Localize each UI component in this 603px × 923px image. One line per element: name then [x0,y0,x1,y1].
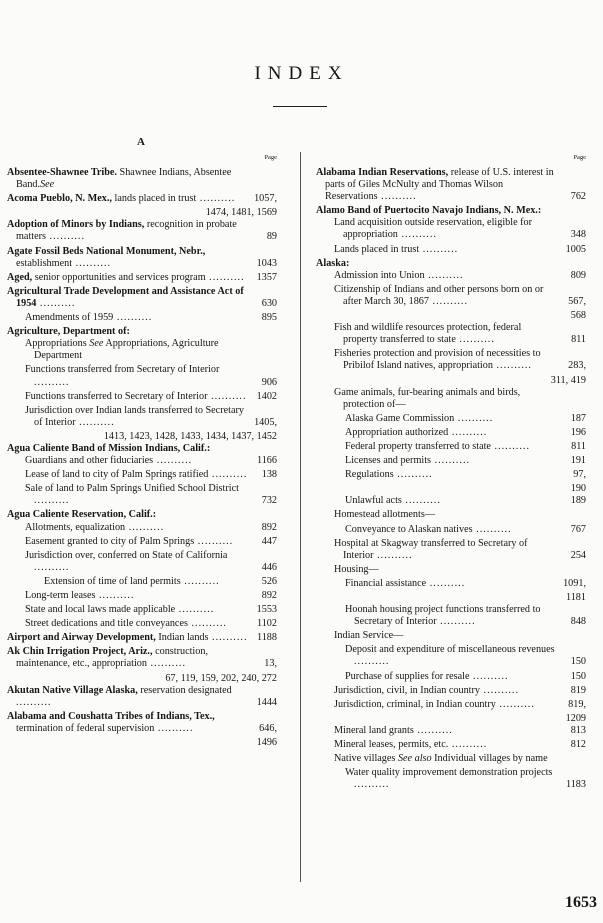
index-entry [316,441,586,453]
entries-left [7,167,277,749]
index-entry [316,387,586,411]
entry-text: Mineral land grants [334,724,414,736]
entry-page-ref: 1357 [256,271,277,283]
see-reference: See also [395,753,432,765]
leader-dots: .......... [472,523,512,535]
index-entry [316,644,586,668]
entry-page-ref: 809 [570,269,586,281]
entry-text: Sale of land to Palm Springs Unified School District [25,483,239,495]
entry-page-ref: 813 [570,724,586,736]
entry-page-continuation: 311, 419 [550,374,586,386]
leader-dots: .......... [208,632,248,644]
leader-dots: .......... [125,521,165,533]
entry-text: termination of federal supervision [16,722,155,734]
leader-dots: .......... [72,257,112,269]
leader-dots: .......... [194,535,234,547]
entry-text: Amendments of 1959 [25,312,114,324]
entry-text: Alaska Game Commission [345,412,455,424]
index-entry [7,391,277,403]
entry-heading: Adoption of Minors by Indians, [7,219,145,231]
index-entry [316,564,586,576]
entry-text: Indian Service— [334,630,404,642]
entry-heading: Absentee-Shawnee Tribe. [7,167,117,178]
index-entry [7,483,277,507]
index-entry [7,405,277,429]
entry-text: construction, maintenance, etc., appropriation [16,646,208,670]
entry-text: reservation designated [137,684,232,696]
entry-heading: Alabama and Coushatta Tribes of Indians, Tex., [7,710,215,722]
index-entry [7,443,277,455]
entry-text: Mineral leases, permits, etc. [334,739,449,751]
entry-text: Hospital at Skagway transferred to Secretary of Interior [334,537,528,561]
index-entry [7,338,277,362]
entry-heading: Agua Caliente Reservation, Calif.: [7,509,157,521]
entry-text: Licenses and permits [345,455,432,467]
index-entry [7,576,277,588]
leader-dots: .......... [354,779,390,791]
index-entry [7,618,277,630]
leader-dots: .......... [448,426,488,438]
entry-text: Native villages [334,753,396,765]
entry-text: Financial assistance [345,577,427,589]
entry-page-ref: 283, [568,360,586,372]
entry-page-ref: 191 [570,455,586,467]
entry-text: Guardians and other fiduciaries [25,455,154,467]
index-entry [7,167,277,191]
entry-text: Admission into Union [334,269,425,281]
entry-text: Homestead allotments— [334,509,436,521]
entry-page-ref: 1444 [256,696,277,708]
leader-dots: .......... [454,412,494,424]
index-entry [316,671,586,683]
index-entry [316,495,586,507]
entry-text: Water quality improvement demonstration projects [345,767,553,779]
index-column-left [7,152,277,749]
index-entry [7,646,277,670]
entry-page-ref: 892 [261,521,277,533]
entry-page-ref: 895 [261,312,277,324]
entry-page-ref: 447 [261,535,277,547]
index-entry [7,469,277,481]
leader-dots: .......... [16,696,52,708]
leader-dots: .......... [397,229,437,241]
entry-text: Fish and wildlife resources protection, federal property transferred to state [334,322,522,346]
leader-dots: .......... [393,469,433,481]
index-entry [7,193,277,205]
index-column-right [316,152,586,793]
leader-dots: .......... [34,376,70,388]
entry-page-ref: 150 [570,656,586,668]
leader-dots: .......... [448,739,488,751]
leader-dots: .......... [419,243,459,255]
entry-page-ref: 848 [570,616,586,628]
index-entry [316,509,586,521]
entry-page-ref: 906 [261,376,277,388]
entry-text: State and local laws made applicable [25,604,176,616]
entry-heading: Alaska: [316,257,350,269]
index-entry [7,632,277,644]
entry-page-ref: 446 [261,561,277,573]
entry-page-ref: 1166 [257,455,277,467]
index-entry [316,455,586,467]
entry-page-ref: 150 [570,670,586,682]
entry-text: Regulations [345,469,394,481]
leader-dots: .......... [46,231,86,243]
leader-dots: .......... [208,469,248,481]
leader-dots: .......... [36,297,76,309]
entry-page-ref: 762 [570,191,586,203]
leader-dots: .......... [196,193,236,205]
index-entry [316,258,586,270]
entry-page-ref: 567, [568,295,586,307]
entry-heading: Aged, [7,271,33,283]
entry-text: establishment [16,257,73,269]
index-entry [316,244,586,256]
entry-page-ref: 811 [571,440,586,452]
index-entry [7,550,277,574]
entry-heading: Alabama Indian Reservations, [316,167,449,178]
index-entry [7,685,277,709]
page-column-header: Page [573,154,586,161]
see-reference: See [40,179,55,191]
leader-dots: .......... [113,312,153,324]
column-divider [300,152,301,882]
leader-dots: .......... [187,618,227,630]
entry-heading: Agua Caliente Band of Mission Indians, Calif.: [7,442,211,454]
entry-page-ref: 1188 [257,632,277,644]
index-entry [316,524,586,536]
entry-page-ref: 811 [571,334,586,346]
entry-text: Shawnee Indians, Absentee Band. [16,167,232,191]
index-entry [316,427,586,439]
entry-text: Allotments, equalization [25,521,126,533]
entry-heading: Acoma Pueblo, N. Mex., [7,193,112,205]
index-entry [316,699,586,711]
index-entry [7,286,277,310]
title-rule [273,106,327,107]
entry-text-secondary: Individual villages by name [431,753,548,765]
leader-dots: .......... [180,575,220,587]
entry-page-ref: 630 [261,297,277,309]
entry-page-ref: 767 [570,523,586,535]
entry-page-ref: 89 [266,231,277,243]
index-entry [7,509,277,521]
entry-heading: Agricultural Trade Development and Assistance Act of 1954 [7,285,244,309]
entry-page-ref: 646, [259,722,277,734]
index-entry [7,711,277,735]
entry-page-ref: 138 [261,469,277,481]
entry-page-ref: 13, [264,658,277,670]
entries-right [316,167,586,791]
entry-page-ref: 1091, [563,577,586,589]
leader-dots: .......... [153,455,193,467]
entry-page-ref: 819, [568,698,586,710]
leader-dots: .......... [429,295,469,307]
entry-text: Conveyance to Alaskan natives [345,523,473,535]
index-entry [316,322,586,346]
page-column-header: Page [264,154,277,161]
index-entry [7,312,277,324]
entry-text: Long-term leases [25,590,96,601]
entry-page-continuation: 190 [570,483,586,495]
index-entry [316,538,586,562]
entry-text: release of U.S. interest in parts of Giles McNulty and Thomas Wilson Reservations [325,167,554,203]
index-entry [316,725,586,737]
entry-page-continuation: 1496 [256,737,277,749]
entry-text: Jurisdiction over, conferred on State of California [25,549,228,561]
leader-dots: .......... [205,271,245,283]
leader-dots: .......... [424,269,464,281]
leader-dots: .......... [490,440,530,452]
entry-heading: Airport and Airway Development, [7,632,156,644]
entry-text: Fisheries protection and provision of necessities to Pribilof Island natives, appropriation [334,348,541,372]
index-entry [316,284,586,308]
entry-text: Game animals, fur-bearing animals and birds, protection of— [334,386,521,410]
leader-dots: .......... [34,495,70,507]
leader-dots: .......... [154,722,194,734]
entry-page-ref: 1102 [257,618,277,630]
entry-text: lands placed in trust [111,193,197,205]
leader-dots: .......... [413,724,453,736]
entry-page-ref: 732 [261,495,277,507]
page-title: INDEX [254,63,349,84]
leader-dots: .......... [373,549,413,561]
entry-text: Federal property transferred to state [345,440,491,452]
entry-text: Lease of land to city of Palm Springs ratified [25,469,209,481]
index-entry [316,604,586,628]
index-entry [7,219,277,243]
entry-heading: Ak Chin Irrigation Project, Ariz., [7,646,153,658]
index-entry [316,413,586,425]
index-entry [316,348,586,372]
entry-text: Appropriations [25,338,87,350]
leader-dots: .......... [95,590,135,601]
see-reference: See [86,338,104,350]
leader-dots: .......... [436,616,476,628]
section-letter: A [137,136,145,148]
entry-text: Land acquisition outside reservation, eligible for appropriation [334,217,533,241]
index-entry [316,753,586,765]
entry-text: Housing— [334,563,379,575]
leader-dots: .......... [34,561,70,573]
entry-page-ref: 348 [570,229,586,241]
entry-text: Jurisdiction, criminal, in Indian country [334,698,496,710]
entry-text: Hoonah housing project functions transferred to Secretary of Interior [345,604,541,628]
entry-text: Citizenship of Indians and other persons born on or after March 30, 1867 [334,283,544,307]
entry-text: Purchase of supplies for resale [345,670,470,682]
index-entry [316,167,586,203]
entry-page-ref: 526 [261,575,277,587]
entry-page-ref: 1043 [256,257,277,269]
entry-heading: Agriculture, Department of: [7,326,130,338]
entry-text-secondary: Appropriations, Agriculture Department [34,338,219,362]
index-entry [316,767,586,791]
index-entry [7,246,277,270]
entry-heading: Alamo Band of Puertocito Navajo Indians, N. Mex.: [316,205,542,217]
index-entry [7,522,277,534]
leader-dots: .......... [75,416,115,428]
entry-text: Lands placed in trust [334,243,420,255]
index-entry [7,536,277,548]
leader-dots: .......... [377,191,417,203]
entry-text: Street dedications and title conveyances [25,618,188,630]
entry-page-continuation: 1181 [566,592,586,603]
leader-dots: .......... [495,698,535,710]
entry-page-ref: 1405, [254,416,277,428]
leader-dots: .......... [175,604,215,616]
leader-dots: .......... [146,658,186,670]
leader-dots: .......... [455,334,495,346]
index-entry [7,590,277,602]
entry-page-continuation: 1209 [565,712,586,724]
entry-text: senior opportunities and services program [32,271,206,283]
leader-dots: .......... [354,656,390,668]
entry-text: recognition in probate matters [16,219,237,243]
entry-page-ref: 189 [570,495,586,507]
entry-page-continuation: 1474, 1481, 1569 [205,207,277,219]
entry-page-continuation: 1413, 1423, 1428, 1433, 1434, 1437, 1452 [103,430,277,442]
entry-text: Functions transferred to Secretary of Interior [25,390,208,402]
entry-page-ref: 1553 [256,604,277,616]
entry-page-continuation: 67, 119, 159, 202, 240, 272 [165,672,277,684]
leader-dots: .......... [492,360,532,372]
index-entry [7,364,277,388]
entry-text: Indian lands [155,632,209,644]
entry-page-ref: 1057, [254,193,277,205]
entry-page-ref: 254 [570,549,586,561]
leader-dots: .......... [426,577,466,589]
index-entry [7,455,277,467]
entry-page-continuation: 568 [570,310,586,322]
leader-dots: .......... [469,670,509,682]
index-entry [316,578,586,590]
entry-heading: Agate Fossil Beds National Monument, Nebr., [7,245,206,257]
index-entry [7,604,277,616]
leader-dots: .......... [431,455,471,467]
index-entry [316,469,586,481]
entry-page-ref: 187 [570,412,586,424]
leader-dots: .......... [207,390,247,402]
entry-text: Jurisdiction, civil, in Indian country [334,684,480,696]
entry-text: Deposit and expenditure of miscellaneous revenues [345,644,555,656]
entry-text: Jurisdiction over Indian lands transferred to Secretary of Interior [25,404,244,428]
entry-page-ref: 819 [570,684,586,696]
index-entry [316,630,586,642]
index-entry [316,685,586,697]
entry-page-ref: 1005 [565,243,586,255]
entry-page-ref: 1183 [566,779,586,791]
entry-page-ref: 892 [261,590,277,601]
index-entry [316,270,586,282]
entry-text: Appropriation authorized [345,426,449,438]
entry-text: Functions transferred from Secretary of Interior [25,364,220,376]
entry-page-ref: 812 [570,739,586,751]
entry-page-ref: 97, [573,469,586,481]
index-entry [316,217,586,241]
entry-text: Extension of time of land permits [44,575,181,587]
entry-page-ref: 1402 [256,390,277,402]
page-number: 1653 [565,894,597,911]
index-entry [316,205,586,217]
index-entry [316,739,586,751]
entry-text: Unlawful acts [345,495,402,507]
entry-heading: Akutan Native Village Alaska, [7,684,138,696]
leader-dots: .......... [401,495,441,507]
leader-dots: .......... [480,684,520,696]
entry-page-ref: 196 [570,426,586,438]
index-entry [7,272,277,284]
entry-text: Easement granted to city of Palm Springs [25,535,195,547]
index-entry [7,326,277,338]
